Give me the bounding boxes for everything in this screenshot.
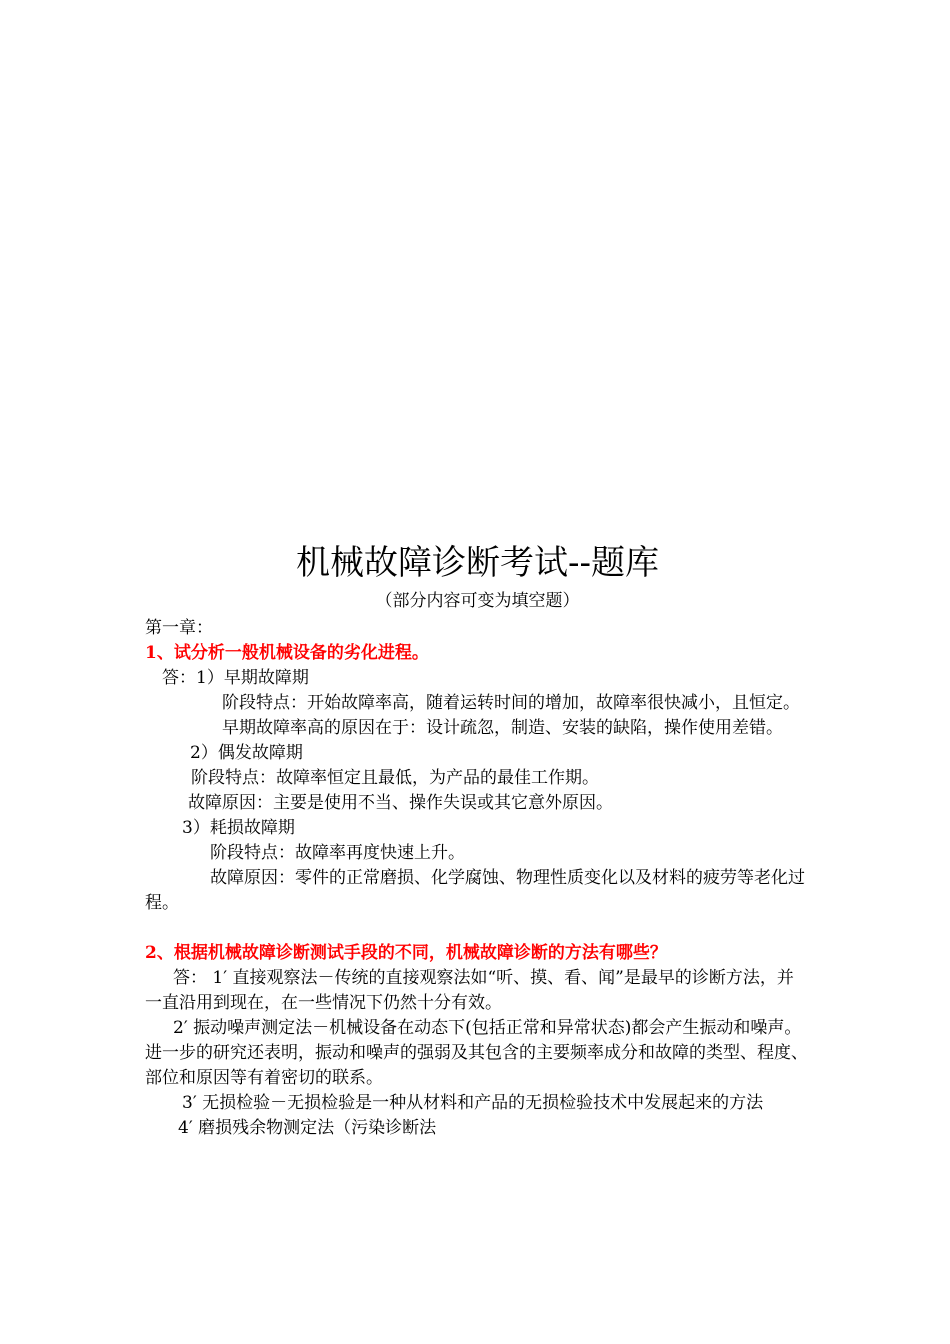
answer-1-line-5: 阶段特点：故障率恒定且最低，为产品的最佳工作期。 — [191, 768, 599, 788]
answer-1-line-4: 2）偶发故障期 — [190, 743, 303, 763]
answer-1-line-8: 阶段特点：故障率再度快速上升。 — [210, 843, 465, 863]
answer-2-line-1: 答： 1′ 直接观察法－传统的直接观察法如“听、摸、看、闻”是最早的诊断方法，并一直沿用到现在，在一些情况下仍然十分有效。 — [145, 968, 794, 1013]
answer-1-line-3: 早期故障率高的原因在于：设计疏忽，制造、安装的缺陷，操作使用差错。 — [222, 718, 783, 738]
document-title: 机械故障诊断考试--题库 — [296, 543, 659, 583]
document-subtitle: （部分内容可变为填空题） — [375, 591, 580, 611]
answer-1-line-9: 故障原因：零件的正常磨损、化学腐蚀、物理性质变化以及材料的疲劳等老化过程。 — [145, 868, 805, 913]
answer-1-line-2: 阶段特点：开始故障率高，随着运转时间的增加，故障率很快减小，且恒定。 — [222, 693, 800, 713]
answer-2-line-3: 3′ 无损检验－无损检验是一种从材料和产品的无损检验技术中发展起来的方法 — [182, 1093, 764, 1113]
question-1: 1、试分析一般机械设备的劣化进程。 — [145, 643, 429, 663]
paragraph-gap — [145, 916, 810, 941]
answer-2-line-4: 4′ 磨损残余物测定法（污染诊断法 — [178, 1118, 437, 1138]
document-body — [145, 538, 810, 1141]
chapter-heading: 第一章： — [145, 618, 213, 638]
answer-1-line-6: 故障原因：主要是使用不当、操作失误或其它意外原因。 — [188, 793, 613, 813]
answer-1-line-1: 答：1）早期故障期 — [162, 668, 309, 688]
answer-2-line-2: 2′ 振动噪声测定法－机械设备在动态下(包括正常和异常状态)都会产生振动和噪声。进一步的研究还表明，振动和噪声的强弱及其包含的主要频率成分和故障的类型、程度、部位和原因等有着密切的联系。 — [145, 1018, 808, 1088]
answer-1-line-7: 3）耗损故障期 — [182, 818, 295, 838]
question-2: 2、根据机械故障诊断测试手段的不同，机械故障诊断的方法有哪些？ — [145, 943, 667, 963]
